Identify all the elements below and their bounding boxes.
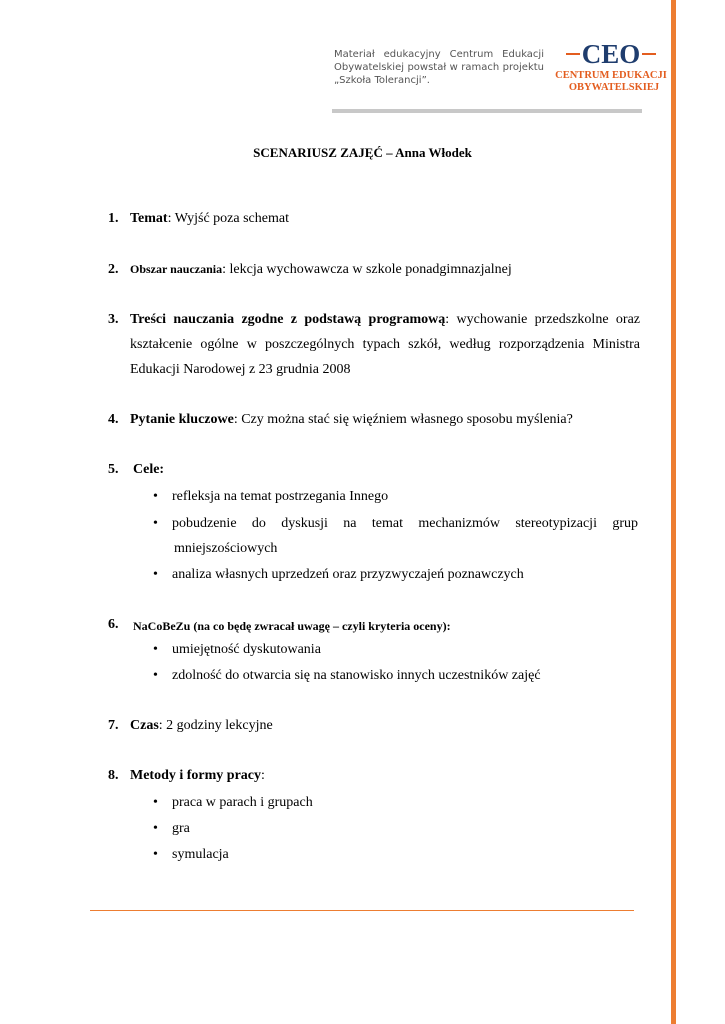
logo-mark: CEO: [581, 39, 641, 69]
page-title: SCENARIUSZ ZAJĘĆ – Anna Włodek: [253, 145, 472, 160]
list-item: umiejętność dyskutowania: [172, 642, 321, 657]
item-curriculum-line-1: Treści nauczania zgodne z podstawą programową: wychowanie przedszkolne oraz: [130, 312, 640, 327]
item-area: Obszar nauczania: lekcja wychowawcza w szkole ponadgimnazjalnej: [130, 262, 512, 277]
list-item: analiza własnych uprzedzeń oraz przyzwyczajeń poznawczych: [172, 567, 524, 582]
bullet-icon: •: [153, 795, 158, 810]
item-methods: Metody i formy pracy:: [130, 768, 265, 783]
header-divider: [332, 109, 642, 113]
bullet-icon: •: [153, 668, 158, 683]
bullet-icon: •: [153, 489, 158, 504]
logo-line-2: OBYWATELSKIEJ: [568, 82, 660, 93]
list-item: zdolność do otwarcia się na stanowisko innych uczestników zajęć: [172, 668, 541, 683]
list-item: gra: [172, 821, 190, 836]
item-curriculum-line-3: Edukacji Narodowej z 23 grudnia 2008: [130, 362, 351, 377]
bullet-icon: •: [153, 642, 158, 657]
item-number: 3.: [108, 312, 119, 327]
item-curriculum-line-2: kształcenie ogólne w poszczególnych typach szkół, według rozporządzenia Ministra: [130, 337, 640, 352]
item-number: 4.: [108, 412, 119, 427]
item-number: 8.: [108, 768, 119, 783]
item-key-question: Pytanie kluczowe: Czy można stać się więźniem własnego sposobu myślenia?: [130, 412, 573, 427]
bullet-icon: •: [153, 847, 158, 862]
list-item: praca w parach i grupach: [172, 795, 313, 810]
item-criteria: NaCoBeZu (na co będę zwracał uwagę – czyli kryteria oceny):: [133, 619, 451, 633]
list-item: symulacja: [172, 847, 229, 862]
list-item: pobudzenie do dyskusji na temat mechanizmów stereotypizacji grup: [172, 516, 638, 531]
footer-divider: [90, 910, 634, 911]
bullet-icon: •: [153, 821, 158, 836]
item-number: 5.: [108, 462, 119, 477]
item-topic: Temat: Wyjść poza schemat: [130, 211, 289, 226]
header-note: Materiał edukacyjny Centrum Edukacji Obywatelskiej powstał w ramach projektu „Szkoła Tolerancji”.: [334, 49, 544, 86]
ceo-logo: [555, 39, 667, 96]
item-number: 2.: [108, 262, 119, 277]
list-item: refleksja na temat postrzegania Innego: [172, 489, 389, 504]
bullet-icon: •: [153, 516, 158, 531]
item-number: 6.: [108, 617, 119, 632]
list-item-continuation: mniejszościowych: [174, 541, 278, 556]
item-number: 7.: [108, 718, 119, 733]
logo-line-1: CENTRUM EDUKACJI: [555, 70, 667, 81]
bullet-icon: •: [153, 567, 158, 582]
item-goals: Cele:: [133, 462, 165, 477]
item-time: Czas: 2 godziny lekcyjne: [130, 718, 273, 733]
item-number: 1.: [108, 211, 119, 226]
